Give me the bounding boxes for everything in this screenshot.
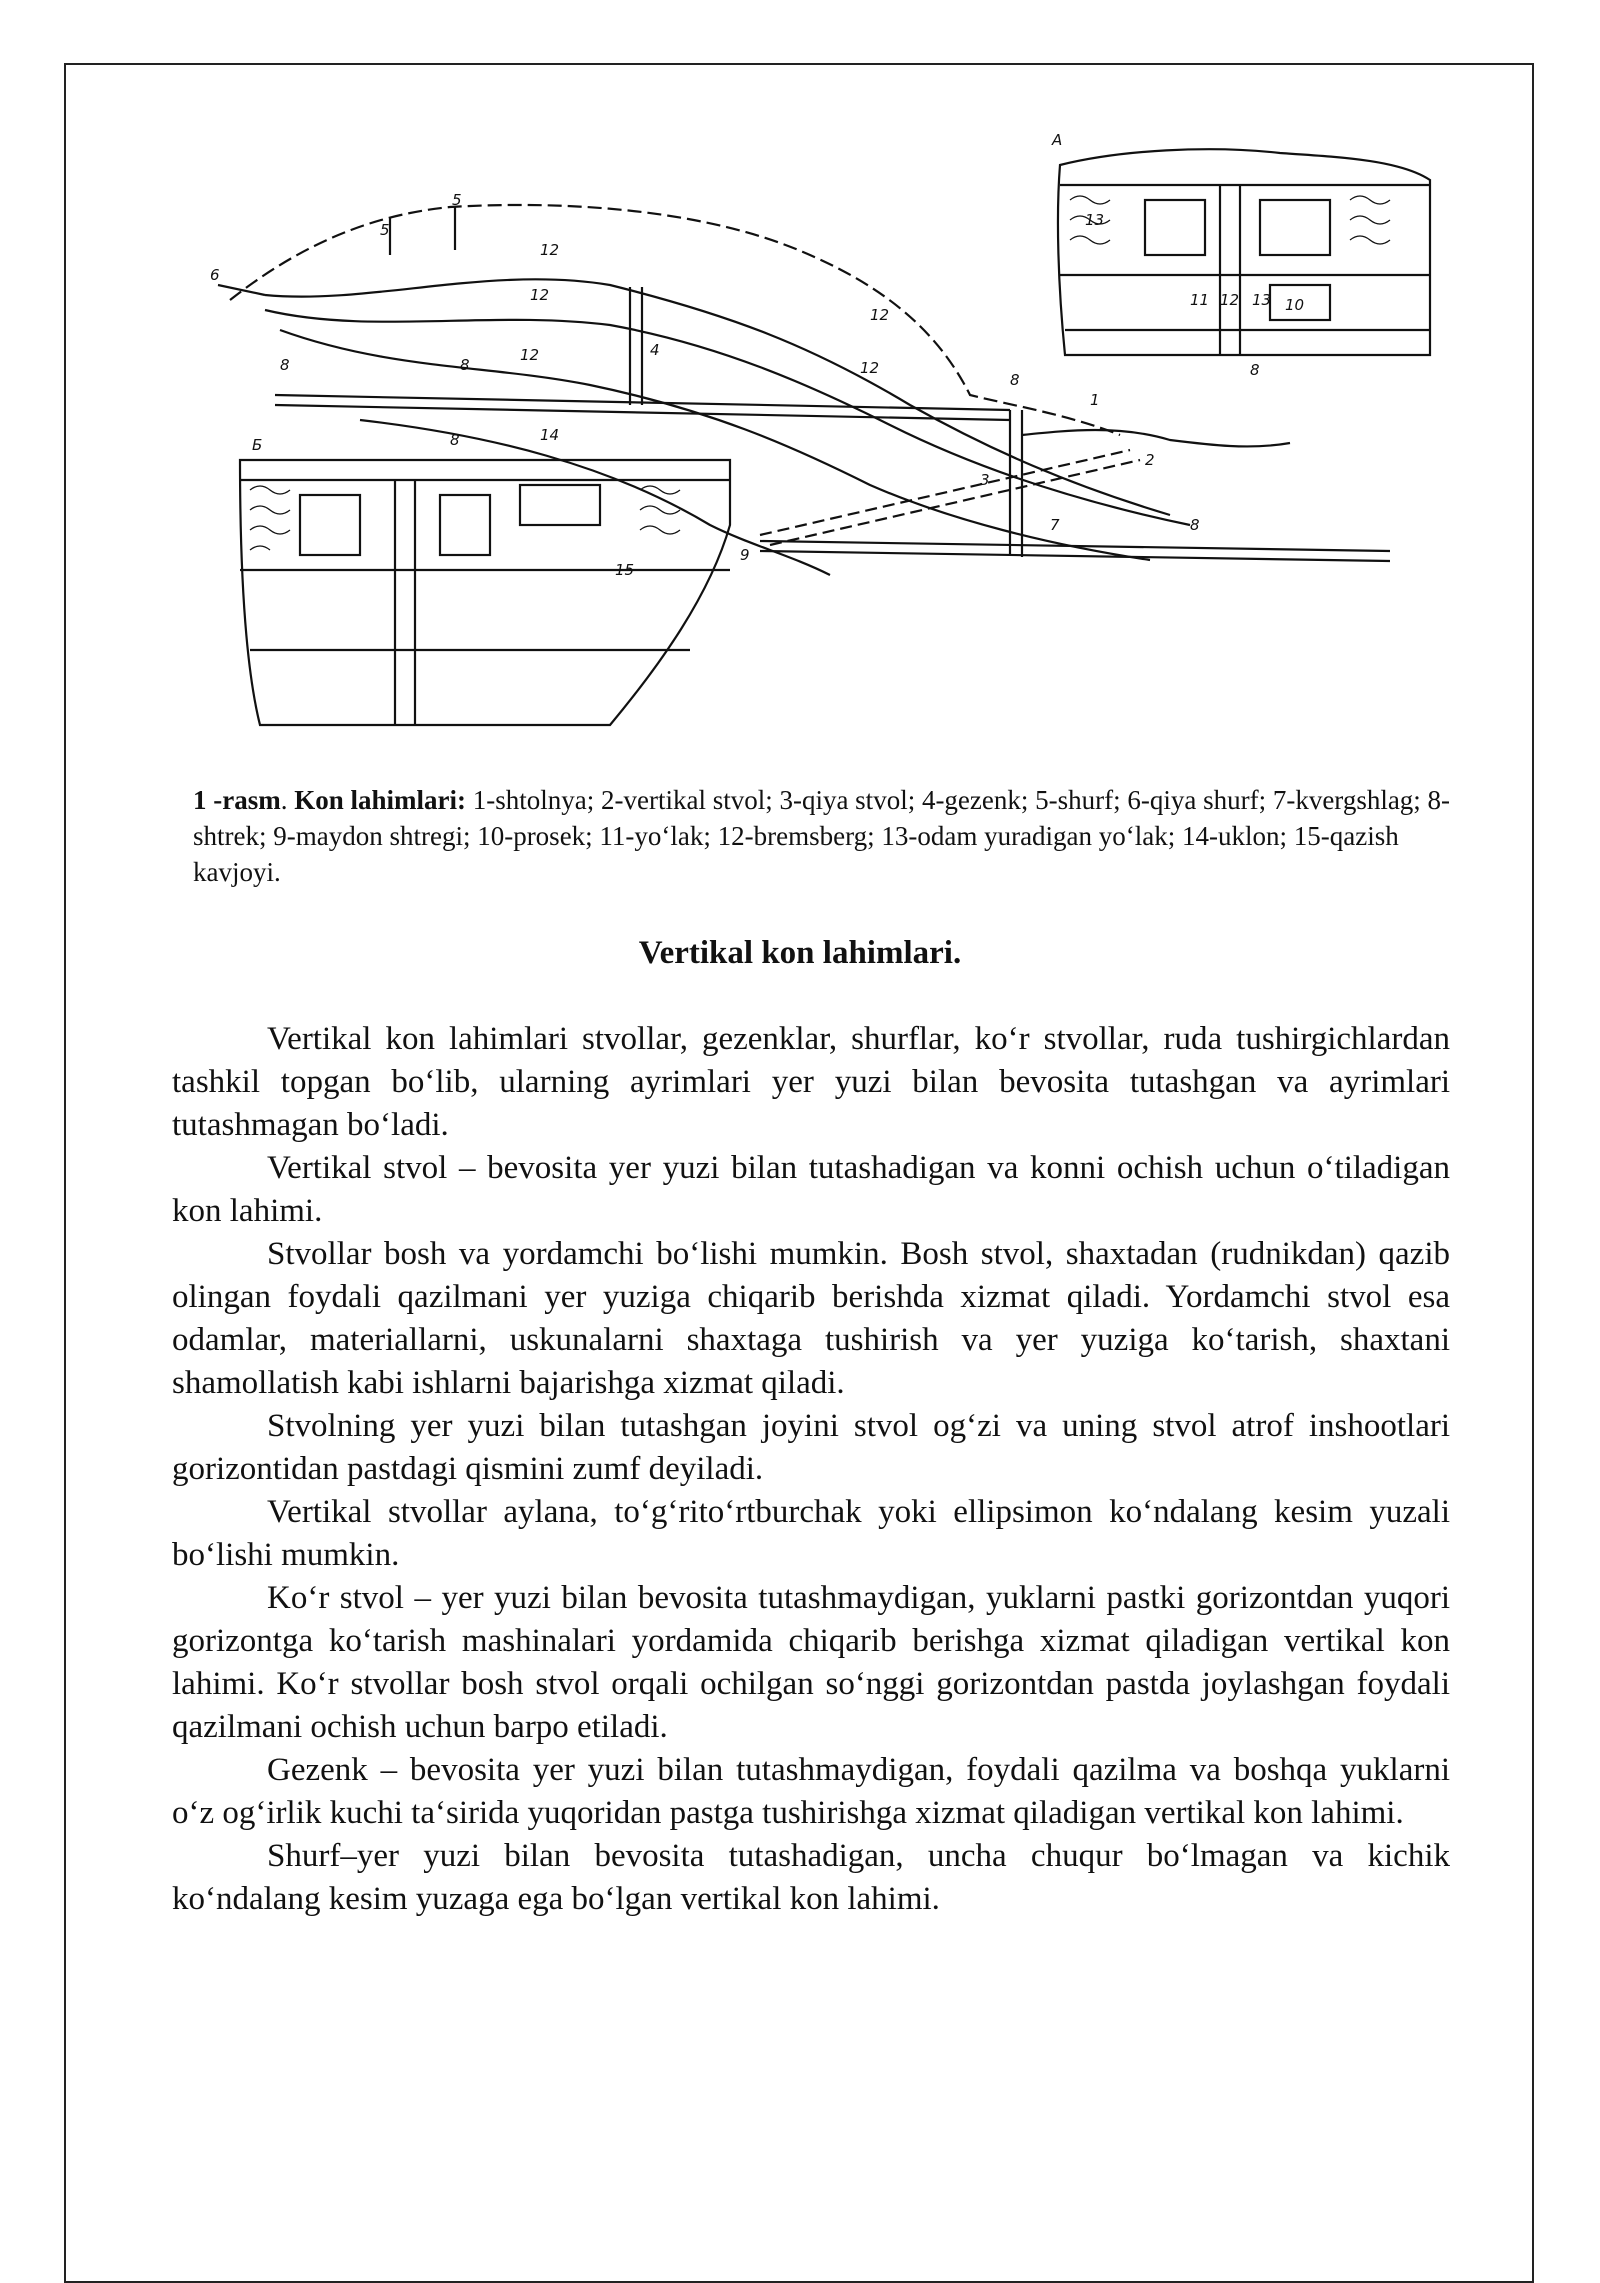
- paragraph: Vertikal kon lahimlari stvollar, gezenklar, shurflar, ko‘r stvollar, ruda tushirgichlardan tashkil topgan bo‘lib, ularning ayrimlari yer yuzi bilan bevosita tutashgan va ayrimlari tutashmagan bo‘ladi.: [172, 1021, 1450, 1143]
- fig-label-7: 7: [1050, 516, 1060, 534]
- section-b-pillar3: [520, 485, 600, 525]
- caption-text: 1-shtolnya; 2-vertikal stvol; 3-qiya stvol; 4-gezenk; 5-shurf; 6-qiya shurf; 7-kvergshlag; 8-shtrek; 9-maydon shtregi; 10-prosek; 11-yo‘lak; 12-bremsberg; 13-odam yuradigan yo‘lak; 14-uklon; 15-qazish kavjoyi.: [193, 785, 1451, 887]
- section-heading: Vertikal kon lahimlari.: [638, 935, 962, 971]
- adit: [1022, 430, 1290, 446]
- fig-label-8e: 8: [450, 431, 460, 449]
- crosscut: [760, 541, 1390, 551]
- seam-line-lower: [280, 330, 1150, 560]
- fig-label-14: 14: [540, 426, 560, 444]
- section-a-outline: [1058, 149, 1430, 355]
- inclined-shurf: [218, 285, 265, 295]
- paragraph: Shurf–yer yuzi bilan bevosita tutashadigan, uncha chuqur bo‘lmagan va kichik ko‘ndalang kesim yuzaga ega bo‘lgan vertikal kon lahimi.: [172, 1838, 1450, 1917]
- section-b-pillar2: [440, 495, 490, 555]
- paragraph: Gezenk – bevosita yer yuzi bilan tutashmaydigan, foydali qazilma va boshqa yuklarni o‘z og‘irlik kuchi ta‘sirida yuqoridan pastga tushirishga xizmat qiladigan vertikal kon lahimi.: [172, 1752, 1450, 1831]
- surface-line: [230, 205, 1120, 435]
- paragraph: Stvollar bosh va yordamchi bo‘lishi mumkin. Bosh stvol, shaxtadan (rudnikdan) qazib olingan foydali qazilmani yer yuziga chiqarib berishda xizmat qiladi. Yordamchi stvol esa odamlar, materiallarni, uskunalarni shaxtaga tushirish va yer yuziga ko‘tarish, shaxtani shamollatish kabi ishlarni bajarishga xizmat qiladi.: [172, 1236, 1450, 1401]
- fig-label-1: 1: [1090, 391, 1100, 409]
- fig-label-12a: 12: [540, 241, 560, 259]
- fig-label-12b: 12: [530, 286, 550, 304]
- caption-title: Kon lahimlari:: [294, 785, 466, 815]
- fig-label-6: 6: [210, 266, 220, 284]
- section-b-outline: [240, 460, 730, 725]
- paragraph: Stvolning yer yuzi bilan tutashgan joyini stvol og‘zi va uning stvol atrof inshootlari gorizontidan pastdagi qismini zumf deyiladi.: [172, 1408, 1450, 1487]
- section-b-pillar: [300, 495, 360, 555]
- fig-label-a: А: [1052, 131, 1063, 149]
- fig-label-3: 3: [980, 471, 990, 489]
- fig-label-9: 9: [740, 546, 750, 564]
- crosscut-b: [760, 551, 1390, 561]
- fig-label-11: 11: [1190, 291, 1210, 309]
- seam-line-mid: [265, 310, 1190, 525]
- mine-workings-figure: [190, 105, 1450, 755]
- fig-label-2: 2: [1145, 451, 1155, 469]
- fig-label-10: 10: [1285, 296, 1305, 314]
- fig-label-8c: 8: [1010, 371, 1020, 389]
- section-a-pillar2: [1260, 200, 1330, 255]
- paragraph: Ko‘r stvol – yer yuzi bilan bevosita tutashmaydigan, yuklarni pastki gorizontdan yuqori gorizontga ko‘tarish mashinalari yordamida chiqarib berishga xizmat qiladigan vertikal kon lahimi. Ko‘r stvollar bosh stvol orqali ochilgan so‘nggi gorizontdan pastda joylashgan foydali qazilmani ochish uchun barpo etiladi.: [172, 1580, 1450, 1745]
- figure-caption: 1 -rasm. Kon lahimlari: 1-shtolnya; 2-vertikal stvol; 3-qiya stvol; 4-gezenk; 5-shurf; 6-qiya shurf; 7-kvergshlag; 8-shtrek; 9-maydon shtregi; 10-prosek; 11-yo‘lak; 12-bremsberg; 13-odam yuradigan yo‘lak; 14-uklon; 15-qazish kavjoyi.: [193, 785, 1451, 887]
- fig-label-12d: 12: [870, 306, 890, 324]
- caption-number: 1 -rasm: [193, 785, 281, 815]
- fig-label-12f: 12: [1220, 291, 1240, 309]
- inclined-shaft: [760, 450, 1130, 535]
- fig-label-b: Б: [252, 436, 263, 454]
- fig-label-5a: 5: [380, 221, 390, 239]
- body-text: [172, 1018, 1450, 1921]
- fig-label-5b: 5: [452, 191, 462, 209]
- inclined-shaft-b: [770, 460, 1140, 545]
- paragraph: Vertikal stvollar aylana, to‘g‘rito‘rtburchak yoki ellipsimon ko‘ndalang kesim yuzali bo‘lishi mumkin.: [172, 1494, 1450, 1573]
- mine-workings-diagram: [190, 105, 1450, 755]
- fig-label-8a: 8: [280, 356, 290, 374]
- uklon: [360, 420, 830, 575]
- fig-label-8b: 8: [460, 356, 470, 374]
- fig-label-12e: 12: [860, 359, 880, 377]
- fig-label-13a: 13: [1085, 211, 1105, 229]
- fig-label-8d: 8: [1190, 516, 1200, 534]
- section-a-pillar: [1145, 200, 1205, 255]
- fig-label-4: 4: [650, 341, 660, 359]
- fig-label-13b: 13: [1252, 291, 1272, 309]
- fig-label-8f: 8: [1250, 361, 1260, 379]
- fig-label-12c: 12: [520, 346, 540, 364]
- paragraph: Vertikal stvol – bevosita yer yuzi bilan tutashadigan va konni ochish uchun o‘tiladigan kon lahimi.: [172, 1150, 1450, 1229]
- fig-label-15: 15: [615, 561, 635, 579]
